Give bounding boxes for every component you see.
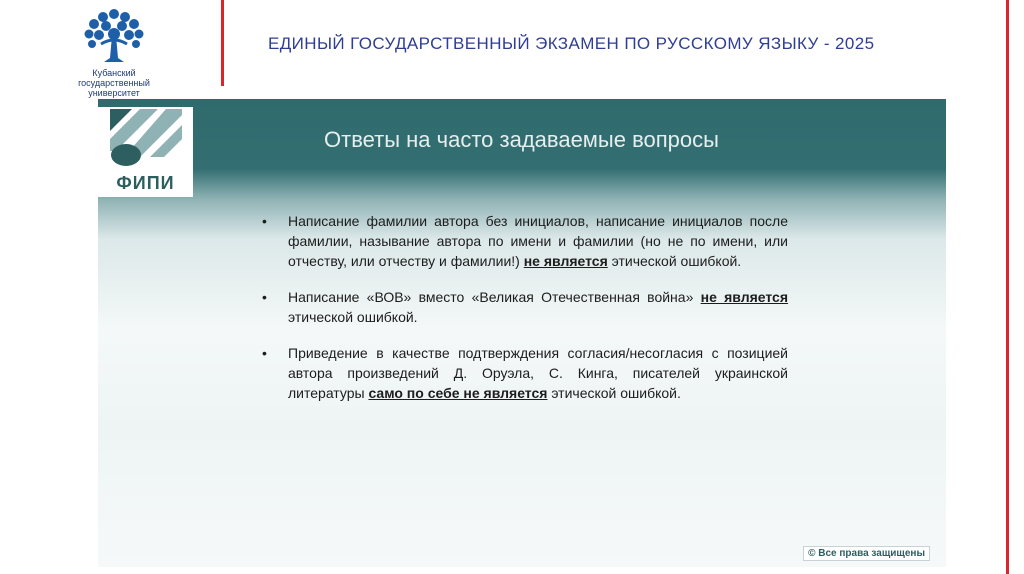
red-divider-right xyxy=(1006,0,1009,574)
list-item: • Написание «ВОВ» вместо «Великая Отечественная война» не является этической ошибкой. xyxy=(268,287,788,327)
fipi-emblem-icon xyxy=(110,109,182,169)
list-item: • Приведение в качестве подтверждения согласия/несогласия с позицией автора произведений Д. Оруэла, С. Кинга, писателей украинской литературы само по себе не является этической ошибкой. xyxy=(268,343,788,403)
slide-title: Ответы на часто задаваемые вопросы xyxy=(324,127,719,152)
tree-icon xyxy=(79,6,149,66)
red-divider-left xyxy=(221,0,224,86)
faq-list xyxy=(268,211,788,419)
fipi-logo xyxy=(98,107,193,197)
university-name: Кубанский государственный университет xyxy=(78,68,150,98)
list-item: • Написание фамилии автора без инициалов, написание инициалов после фамилии, называние автора по имени и фамилии (но не по имени, или отчеству, или отчеству и фамилии!) не является этической ошибкой. xyxy=(268,211,788,271)
slide xyxy=(98,99,946,567)
university-logo xyxy=(66,6,162,96)
page-title: ЕДИНЫЙ ГОСУДАРСТВЕННЫЙ ЭКЗАМЕН ПО РУССКОМУ ЯЗЫКУ - 2025 xyxy=(268,34,875,53)
fipi-label: ФИПИ xyxy=(98,171,193,195)
copyright-badge: © Все права защищены xyxy=(803,546,930,561)
